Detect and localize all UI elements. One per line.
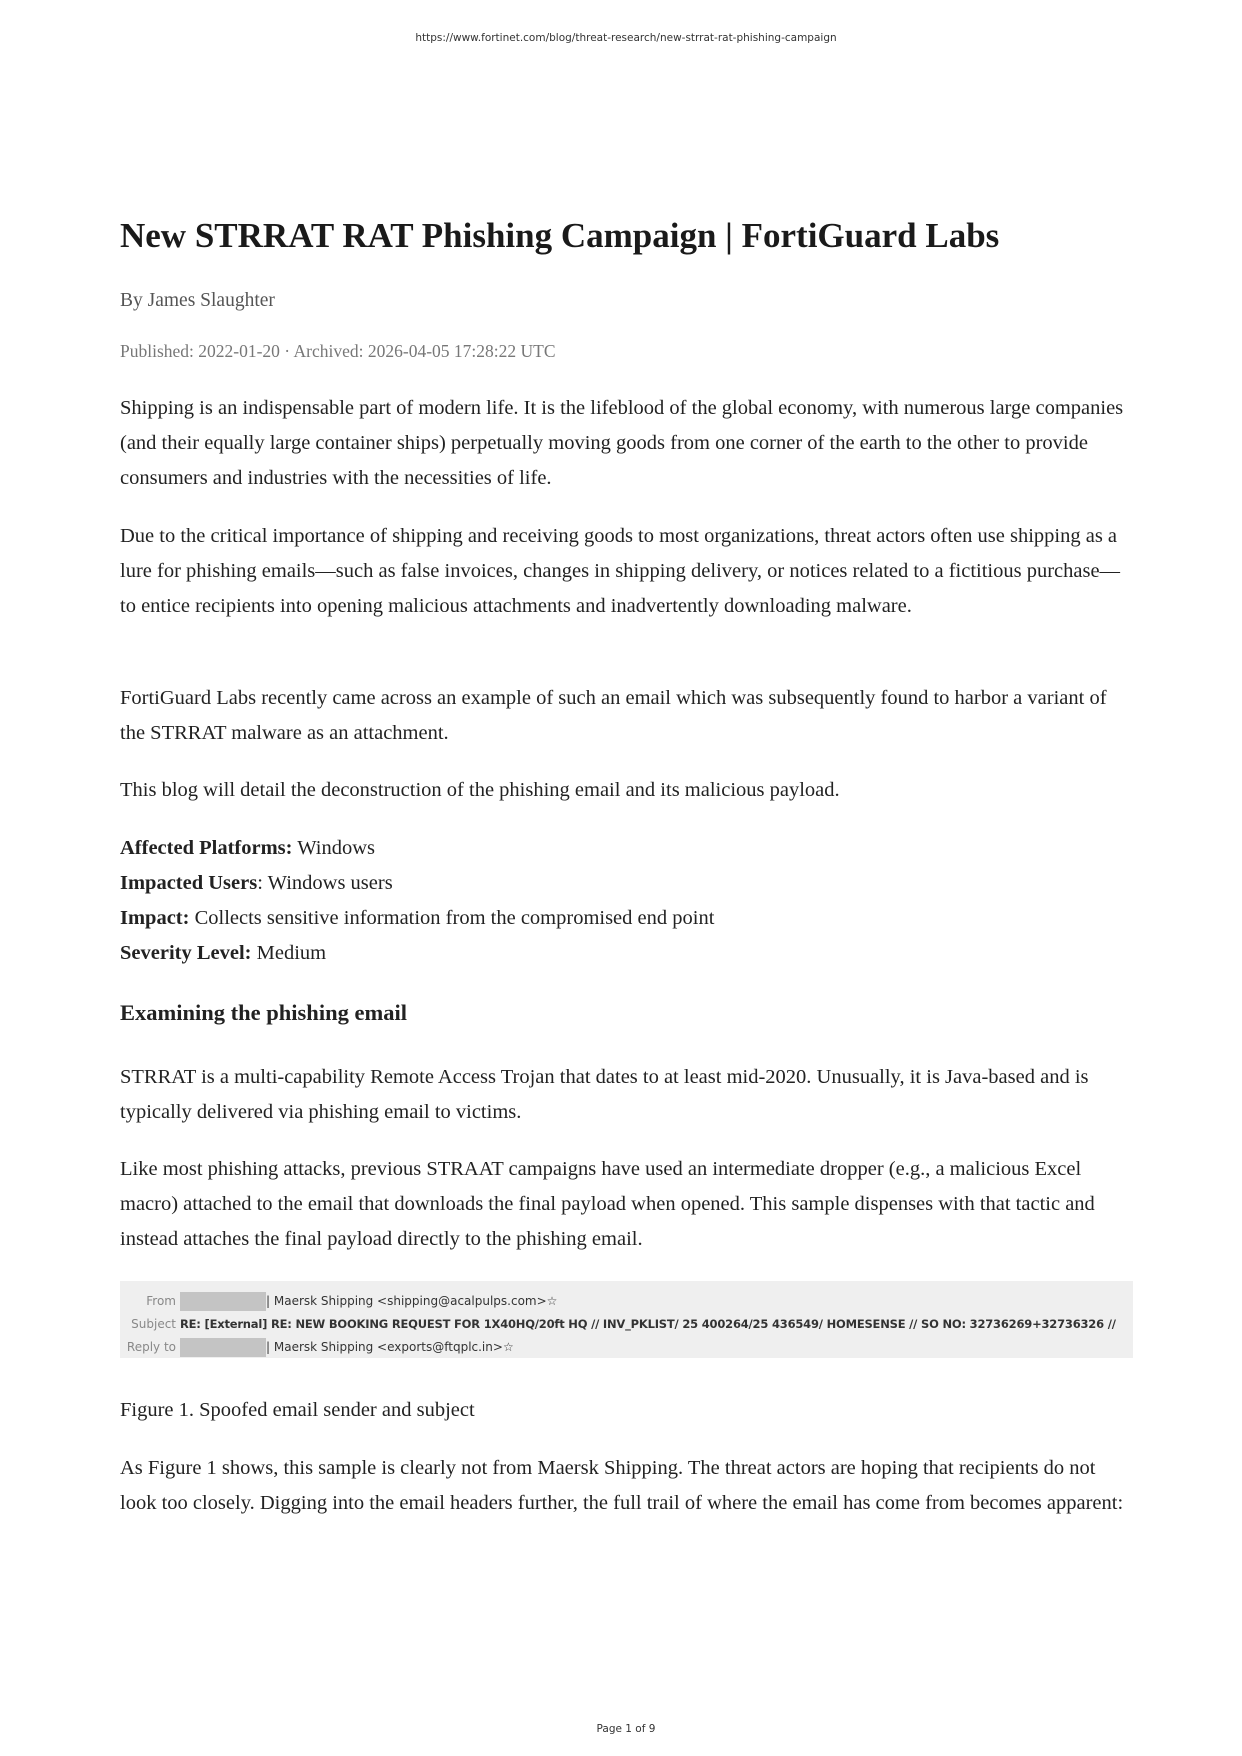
page-title: New STRRAT RAT Phishing Campaign | FortiGuard Labs xyxy=(120,216,1000,255)
meta-value: Collects sensitive information from the compromised end point xyxy=(189,907,715,929)
meta-label: Severity Level: xyxy=(120,942,252,964)
page-number: Page 1 of 9 xyxy=(596,1723,656,1735)
section-heading: Examining the phishing email xyxy=(120,1000,407,1025)
threat-summary xyxy=(120,831,1135,971)
paragraph: Shipping is an indispensable part of modern life. It is the lifeblood of the global economy, with numerous large companies (and their equally large container ships) perpetually moving goods from one corner of the earth to the other to provide consumers and industries with the necessities of life. xyxy=(120,397,1124,489)
meta-affected-platforms xyxy=(120,831,1135,866)
reply-to-row xyxy=(120,1337,514,1357)
meta-value: Medium xyxy=(251,942,327,964)
byline: By James Slaughter xyxy=(120,290,275,311)
reply-to-value: | Maersk Shipping <exports@ftqplc.in> xyxy=(266,1340,503,1354)
meta-value: Windows xyxy=(292,837,375,859)
meta-impacted-users xyxy=(120,866,1135,901)
star-icon: ☆ xyxy=(546,1294,558,1308)
email-header-figure xyxy=(120,1281,1133,1358)
reply-to-label: Reply to xyxy=(126,1340,176,1354)
paragraph: Like most phishing attacks, previous STRAAT campaigns have used an intermediate dropper (e.g., a malicious Excel macro) attached to the email that downloads the final payload when opened. This sample dispenses with that tactic and instead attaches the final payload directly to the phishing email. xyxy=(120,1158,1095,1250)
meta-label: Affected Platforms: xyxy=(120,837,293,859)
paragraph: STRRAT is a multi-capability Remote Access Trojan that dates to at least mid-2020. Unusually, it is Java-based and is typically delivered via phishing email to victims. xyxy=(120,1066,1089,1123)
page-url: https://www.fortinet.com/blog/threat-research/new-strrat-rat-phishing-campaign xyxy=(415,32,837,44)
from-row xyxy=(120,1291,557,1311)
meta-severity xyxy=(120,936,1135,971)
redacted-block xyxy=(180,1292,266,1311)
figure-caption: Figure 1. Spoofed email sender and subject xyxy=(120,1399,475,1421)
paragraph: As Figure 1 shows, this sample is clearly not from Maersk Shipping. The threat actors are hoping that recipients do not look too closely. Digging into the email headers further, the full trail of where the email has come from becomes apparent: xyxy=(120,1457,1124,1514)
meta-value: : Windows users xyxy=(257,872,393,894)
subject-value: RE: [External] RE: NEW BOOKING REQUEST FOR 1X40HQ/20ft HQ // INV_PKLIST/ 25 400264/25 436549/ HOMESENSE // SO NO: 32736269+32736326 // xyxy=(180,1317,1116,1331)
redacted-block xyxy=(180,1338,266,1357)
publish-date: Published: 2022-01-20 · Archived: 2026-04-05 17:28:22 UTC xyxy=(120,341,556,361)
meta-impact xyxy=(120,901,1135,936)
paragraph: FortiGuard Labs recently came across an example of such an email which was subsequently found to harbor a variant of the STRRAT malware as an attachment. xyxy=(120,687,1107,744)
subject-row xyxy=(120,1314,1116,1334)
from-label: From xyxy=(146,1294,176,1308)
paragraph: This blog will detail the deconstruction of the phishing email and its malicious payload. xyxy=(120,779,840,801)
paragraph: Due to the critical importance of shipping and receiving goods to most organizations, threat actors often use shipping as a lure for phishing emails—such as false invoices, changes in shipping delivery, or notices related to a fictitious purchase—to entice recipients into opening malicious attachments and inadvertently downloading malware. xyxy=(120,525,1121,617)
star-icon: ☆ xyxy=(502,1340,514,1354)
meta-label: Impacted Users xyxy=(120,872,258,894)
meta-label: Impact: xyxy=(120,907,190,929)
from-value: | Maersk Shipping <shipping@acalpulps.com> xyxy=(266,1294,547,1308)
subject-label: Subject xyxy=(131,1317,176,1331)
